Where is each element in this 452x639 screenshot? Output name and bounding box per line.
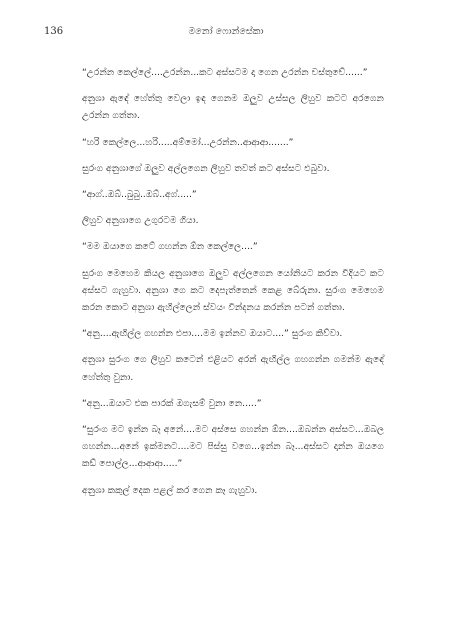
body-text [82,64,384,508]
page-number: 136 [44,26,64,37]
paragraph: “අනු....ඇඟිල්ල ගහන්න එපා....මම ඉන්නව ඔයාට....” සුරංග කිව්වා. [82,328,343,340]
paragraph: “ආග්..ඔබ්..බුබු..ඔබ්..අග්.....” [82,189,197,201]
paragraph: අනුශා සුරංග ගෙ ලිහුව කටෙන් එළියට අරන් ඇඟිල්ල ගහගන්න ගමන්ම ඇඳේ හේත්තු වුනා. [82,354,384,383]
running-title: මනෝ ෆොන්සේකා [188,26,264,37]
paragraph: “හරි කෙල්ලෙ...හරි.....අම්මෝ...උරන්න..ආආආ.......” [82,136,294,148]
paragraph: “මම ඔයාගෙ කටේ ගහන්න ඕන කෙල්ලෙ....” [82,241,258,253]
paragraph: සුරංග අනුශාගේ ඔලුව අල්ලගෙන ලිහුව තවත් කට අස්සට එබුවා. [82,162,330,174]
paragraph: අනුශා කකුල් දෙක පළල් කර ගෙන කෑ ගැහුවා. [82,484,258,496]
paragraph: සුරංග මෙහෙම කියල අනුශාගෙ ඔලුව අල්ලගෙන යෝනියට කරන විදියට කට අස්සට ගැහුවා. අනුශා ගෙ කට දෙපැත්තෙන් කෙළ බේරුනා. සුරංග මෙහෙම කරන කොට අනුශා ඇහිල්ලෙන් ස්වයං වින්දනය කරන්න පටන් ගත්තා. [82,267,384,314]
paragraph: අනුශා ඇඳේ හේත්තු වෙලා ඉඳ ගෙනම ඔලුව උස්සල ලිහුව කටට අරගෙන උරන්න ගත්තා. [82,93,384,122]
paragraph: ලිහුව අනුශාගෙ උගුරටම ගියා. [82,215,199,227]
paragraph: “සුරංග මට ඉන්න බෑ අනේ....මට අස්සෙ ගහන්න ඕන....ඔබන්න අස්සට...ඔබල ගහන්න...අනේ ඉක්මනට....මට පිස්සු වගෙ...ඉන්න බෑ...අස්සට දාන්න ඔයගෙ කඩ් පොල්ල...ආආආ.....” [82,424,384,470]
paragraph: “උරන්න කෙල්ලේ....උරන්න...කට අස්සටම දා ගෙන උරන්න චස්තුචේ......” [82,67,368,78]
paragraph: “අනු...ඔයාට එක පාරක් ඔගැසම් වුනා නෙ.....” [82,397,262,409]
page-header [44,26,408,40]
